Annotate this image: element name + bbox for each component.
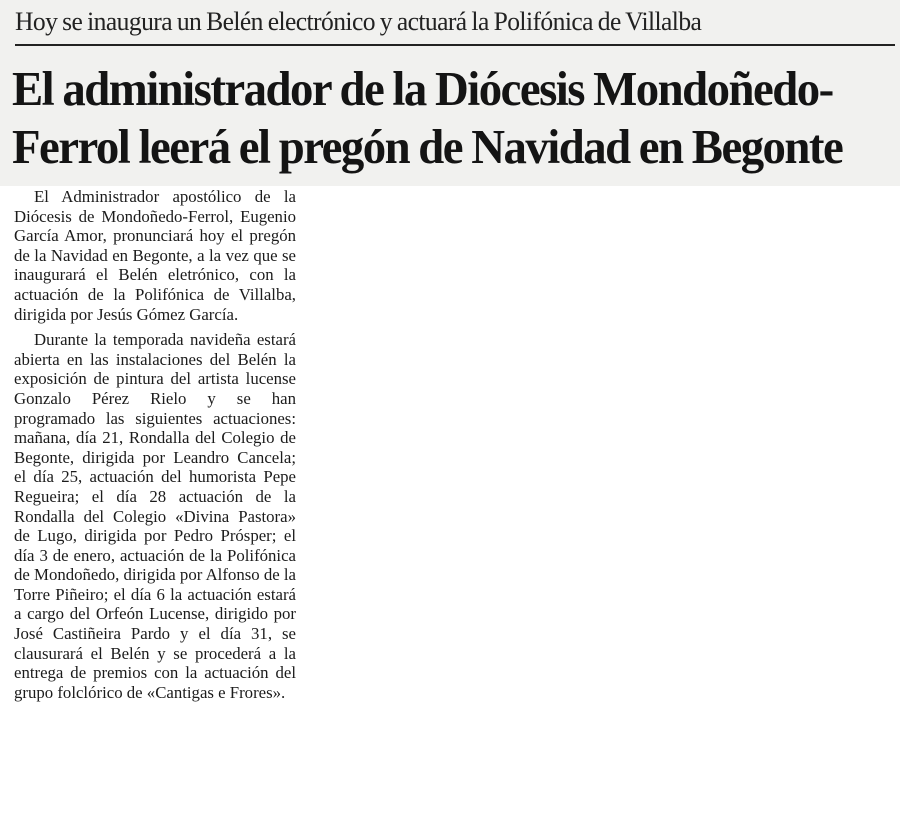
article-body bbox=[14, 187, 296, 708]
article-headline bbox=[12, 60, 881, 176]
body-paragraph-1: El Administrador apostólico de la Diócesis de Mondoñedo-Ferrol, Eugenio García Amor, pronunciará hoy el pregón de la Navidad en Begonte, a la vez que se inaugurará el Belén eletrónico, con la actuación de la Polifónica de Villalba, dirigida por Jesús Gómez García. bbox=[14, 187, 296, 324]
headline-line-2: Ferrol leerá el pregón de Navidad en Begonte bbox=[12, 119, 843, 174]
article-kicker: Hoy se inaugura un Belén electrónico y actuará la Polifónica de Villalba bbox=[15, 6, 702, 36]
body-paragraph-2: Durante la temporada navideña estará abierta en las instalaciones del Belén la exposición de pintura del artista lucense Gonzalo Pérez Rielo y se han programado las siguientes actuaciones: mañana, día 21, Rondalla del Colegio de Begonte, dirigida por Leandro Cancela; el día 25, actuación del humorista Pepe Regueira; el día 28 actuación de la Rondalla del Colegio «Divina Pastora» de Lugo, dirigida por Pedro Prósper; el día 3 de enero, actuación de la Polifónica de Mondoñedo, dirigida por Alfonso de la Torre Piñeiro; el día 6 la actuación estará a cargo del Orfeón Lucense, dirigido por José Castiñeira Pardo y el día 31, se clausurará el Belén y se procederá a la entrega de premios con la actuación del grupo folclórico de «Cantigas e Frores». bbox=[14, 330, 296, 702]
headline-line-1: El administrador de la Diócesis Mondoñedo- bbox=[12, 61, 833, 116]
kicker-rule bbox=[15, 44, 895, 46]
